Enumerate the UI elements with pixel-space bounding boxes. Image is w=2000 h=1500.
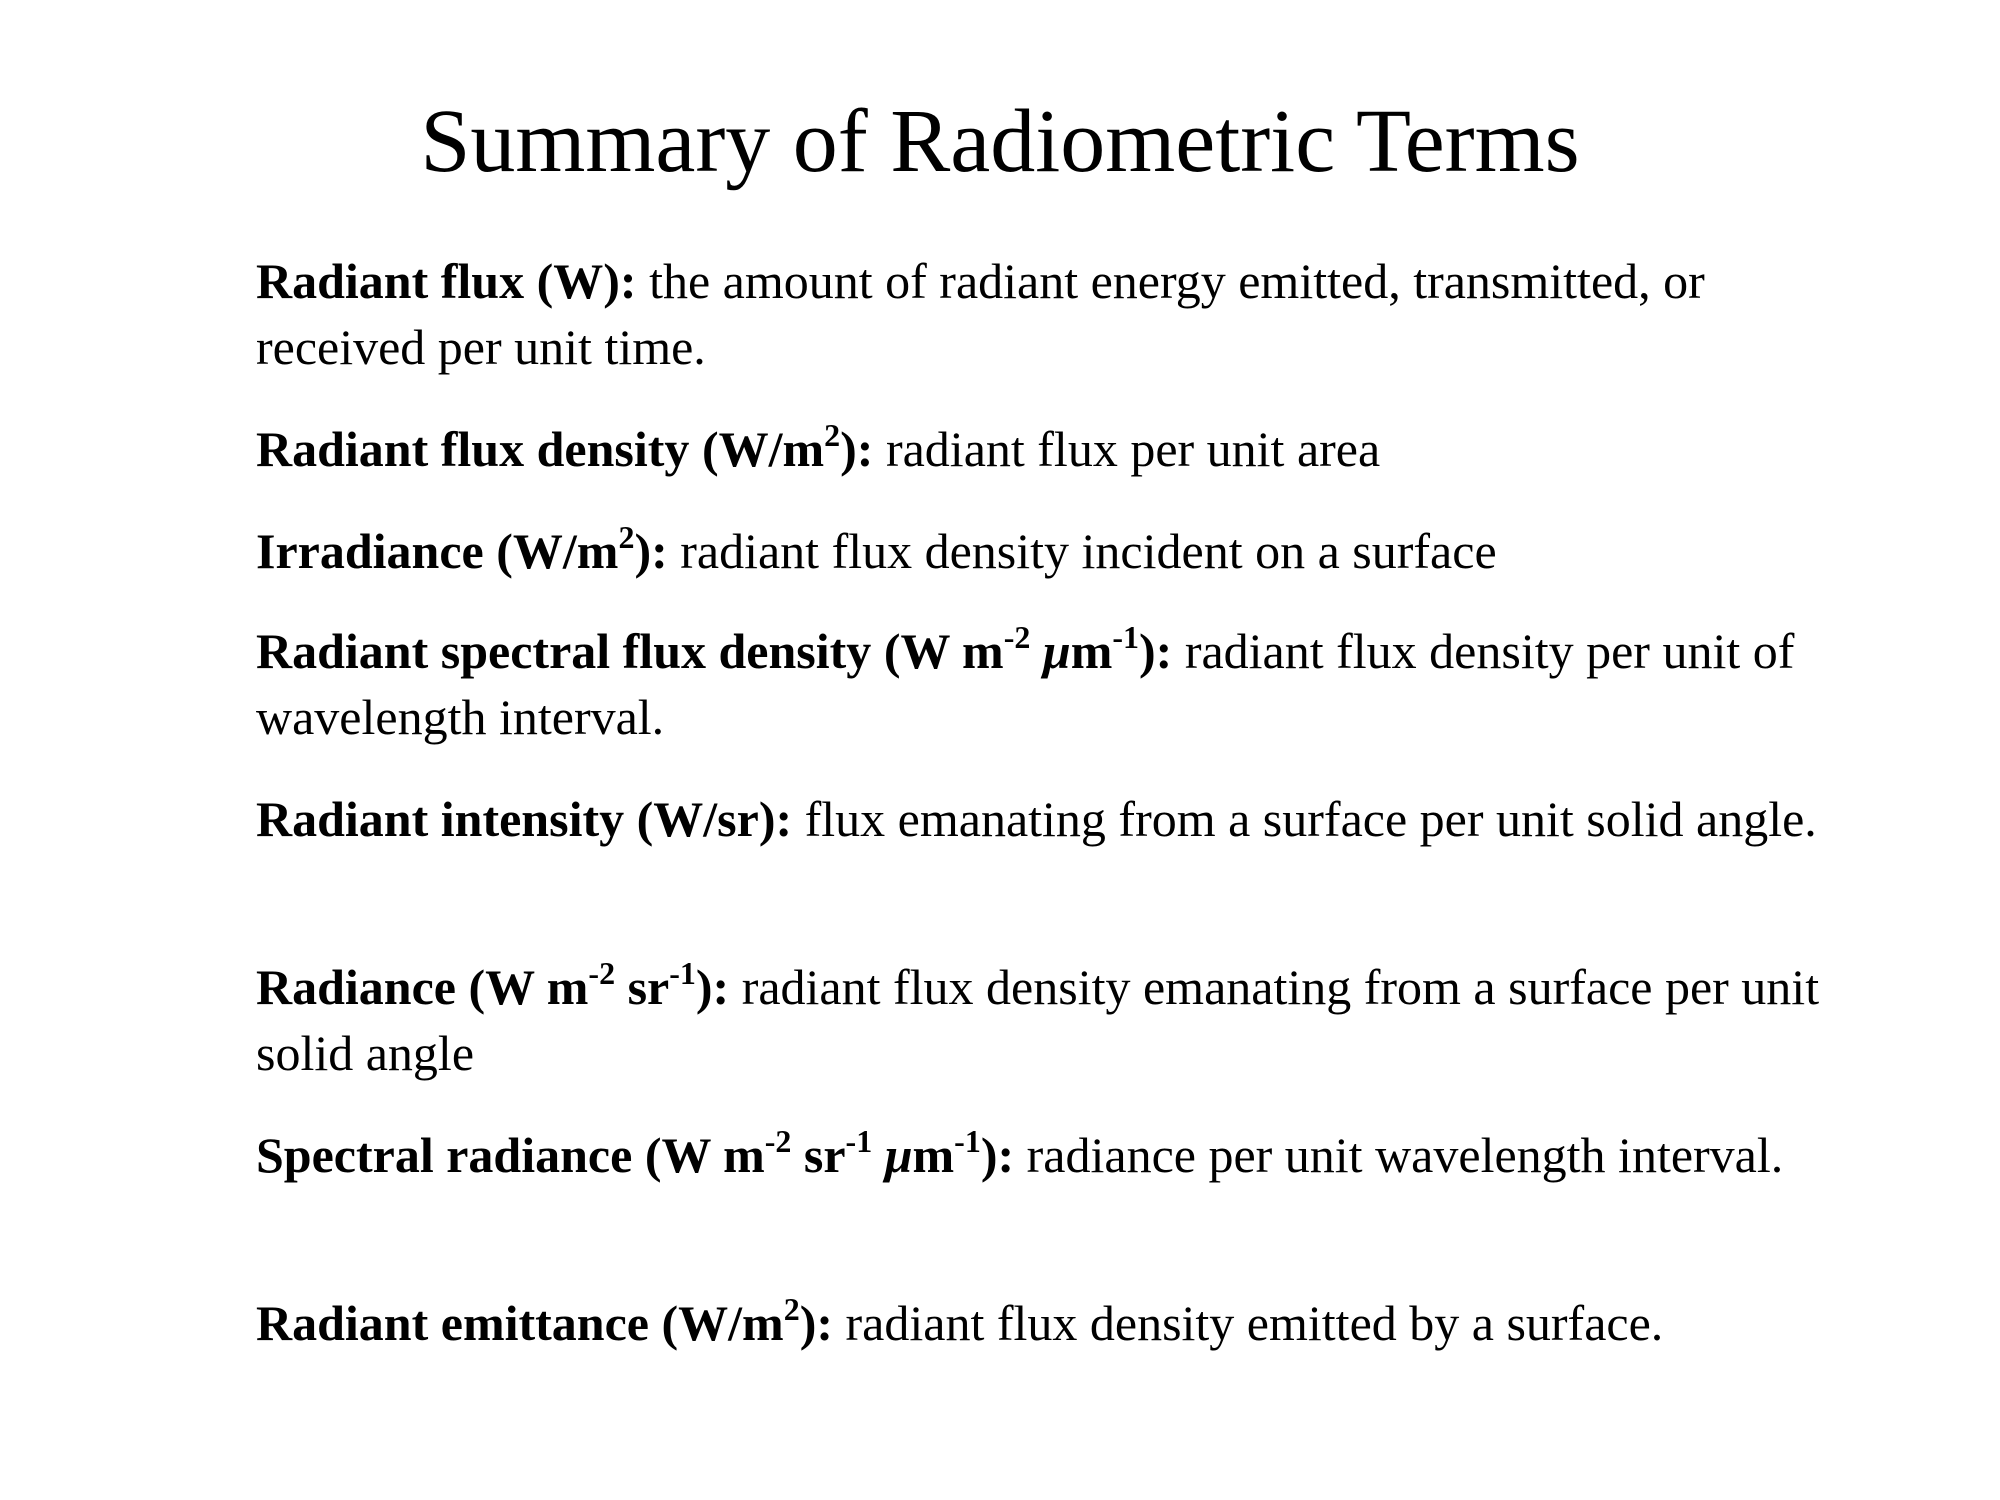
term-name: Radiant emittance $(W/m^2)$: bbox=[256, 1291, 834, 1351]
term-radiance bbox=[256, 954, 1876, 1086]
term-definition: radiant flux density emanating from a surface per unit solid angle bbox=[256, 959, 1820, 1081]
term-irradiance bbox=[256, 518, 1876, 584]
term-definition: flux emanating from a surface per unit solid angle. bbox=[804, 791, 1817, 847]
page-title: Summary of Radiometric Terms bbox=[420, 92, 1580, 191]
term-definition: the amount of radiant energy emitted, transmitted, or received per unit time. bbox=[256, 253, 1705, 375]
term-definition: radiance per unit wavelength interval. bbox=[1026, 1127, 1784, 1183]
term-definition: radiant flux density emitted by a surface. bbox=[845, 1295, 1664, 1351]
term-name: Radiant flux density $(W/m^2)$: bbox=[256, 417, 874, 477]
term-name: Radiant spectral flux density (W $m^{-2}$ $\mu m^{-1}$): bbox=[256, 619, 1173, 679]
term-name: Irradiance $(W/m^2)$: bbox=[256, 519, 668, 579]
term-definition: radiant flux density per unit of wavelength interval. bbox=[256, 623, 1795, 745]
term-name: Radiant flux (W): bbox=[256, 253, 637, 309]
term-name: Spectral radiance (W $m^{-2}$ $sr^{-1}$ $\mu m^{-1}$): bbox=[256, 1123, 1015, 1183]
term-radiant-spectral-flux-density bbox=[256, 618, 1876, 750]
term-radiant-intensity bbox=[256, 786, 1876, 852]
term-name: Radiant intensity (W/sr): bbox=[256, 791, 793, 847]
term-name: Radiance (W $m^{-2}$ $sr^{-1}$): bbox=[256, 955, 730, 1015]
term-radiant-emittance bbox=[256, 1290, 1876, 1356]
term-spectral-radiance bbox=[256, 1122, 1876, 1188]
term-definition: radiant flux density incident on a surface bbox=[680, 523, 1497, 579]
term-definition: radiant flux per unit area bbox=[885, 421, 1381, 477]
term-radiant-flux-density bbox=[256, 416, 1876, 482]
term-radiant-flux bbox=[256, 248, 1876, 380]
